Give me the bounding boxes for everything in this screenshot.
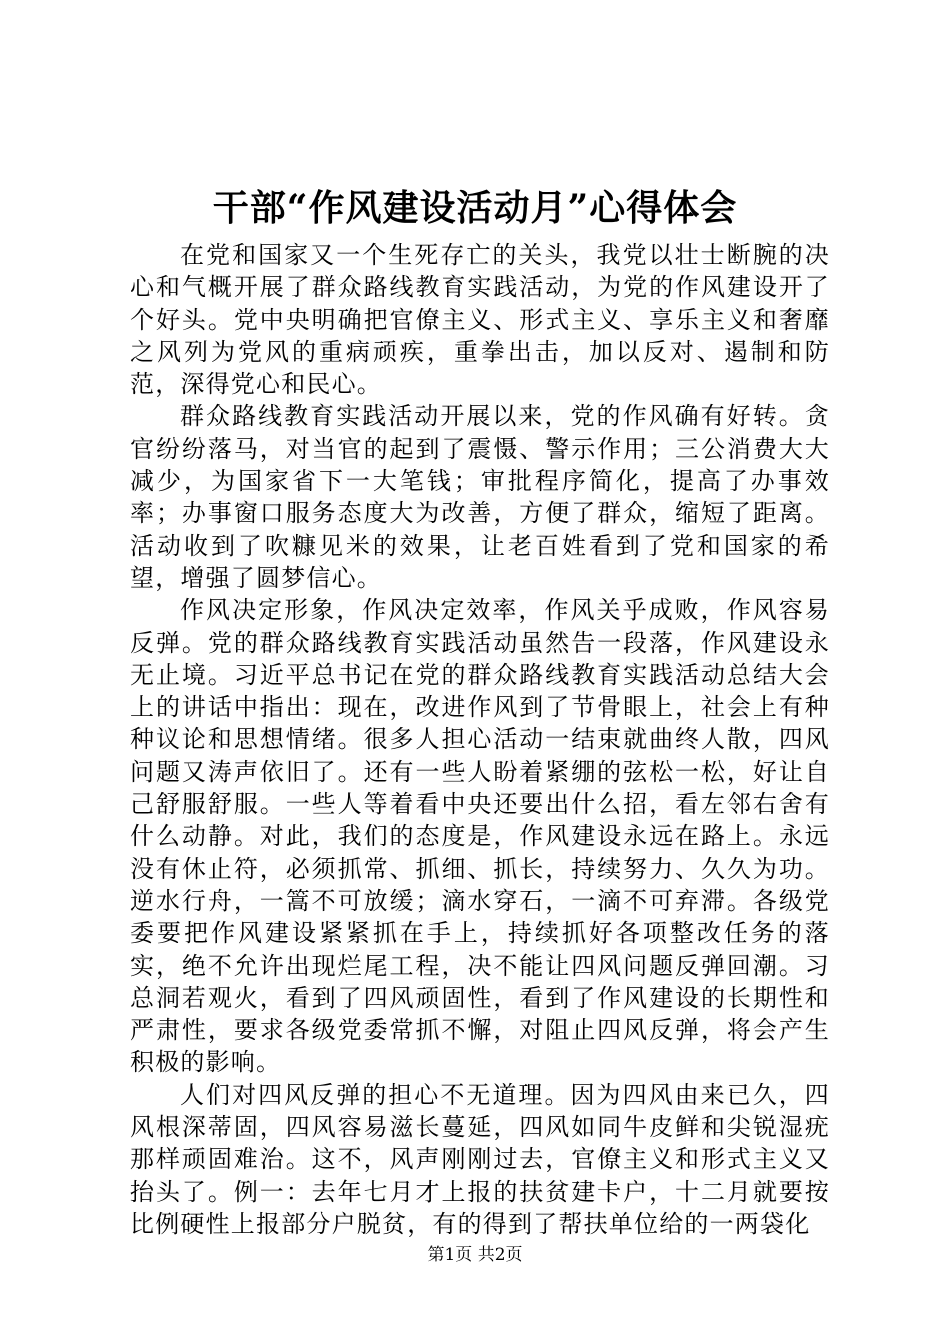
- paragraph-1: 在党和国家又一个生死存亡的关头，我党以壮士断腕的决心和气概开展了群众路线教育实践活动，为党的作风建设开了个好头。党中央明确把官僚主义、形式主义、享乐主义和奢靡之风列为党风的重病顽疾，重拳出击，加以反对、遏制和防范，深得党心和民心。: [130, 241, 830, 399]
- page-footer: 第1页 共2页: [427, 1245, 523, 1265]
- document-body: [130, 239, 830, 1240]
- document-title: 干部“作风建设活动月”心得体会: [212, 187, 738, 229]
- paragraph-2: 群众路线教育实践活动开展以来，党的作风确有好转。贪官纷纷落马，对当官的起到了震慑、警示作用；三公消费大大减少，为国家省下一大笔钱；审批程序简化，提高了办事效率；办事窗口服务态度大为改善，方便了群众，缩短了距离。活动收到了吹糠见米的效果，让老百姓看到了党和国家的希望，增强了圆梦信心。: [130, 402, 830, 592]
- paragraph-3: 作风决定形象，作风决定效率，作风关乎成败，作风容易反弹。党的群众路线教育实践活动虽然告一段落，作风建设永无止境。习近平总书记在党的群众路线教育实践活动总结大会上的讲话中指出：现在，改进作风到了节骨眼上，社会上有种种议论和思想情绪。很多人担心活动一结束就曲终人散，四风问题又涛声依旧了。还有一些人盼着紧绷的弦松一松，好让自己舒服舒服。一些人等着看中央还要出什么招，看左邻右舍有什么动静。对此，我们的态度是，作风建设永远在路上。永远没有休止符，必须抓常、抓细、抓长，持续努力、久久为功。逆水行舟，一篙不可放缓；滴水穿石，一滴不可弃滞。各级党委要把作风建设紧紧抓在手上，持续抓好各项整改任务的落实，绝不允许出现烂尾工程，决不能让四风问题反弹回潮。习总洞若观火，看到了四风顽固性，看到了作风建设的长期性和严肃性，要求各级党委常抓不懈，对阻止四风反弹，将会产生积极的影响。: [130, 596, 830, 1077]
- paragraph-4: 人们对四风反弹的担心不无道理。因为四风由来已久，四风根深蒂固，四风容易滋长蔓延，四风如同牛皮鲜和尖锐湿疣那样顽固难治。这不，风声刚刚过去，官僚主义和形式主义又抬头了。例一：去年七月才上报的扶贫建卡户，十二月就要按比例硬性上报部分户脱贫，有的得到了帮扶单位给的一两袋化: [130, 1080, 830, 1238]
